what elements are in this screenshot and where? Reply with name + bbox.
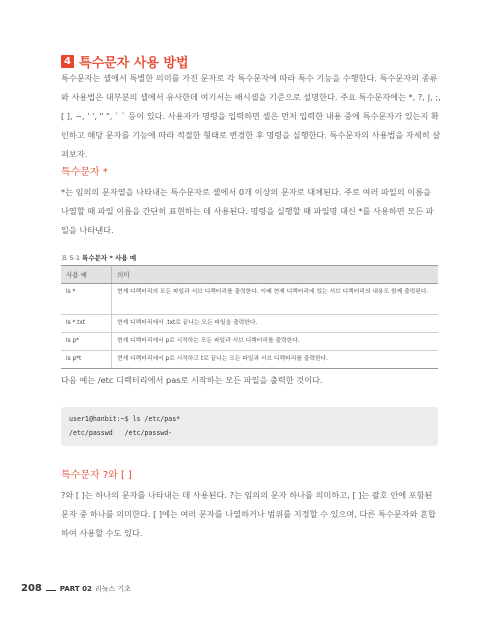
table-caption-title: 특수문자 * 사용 예 [82, 254, 137, 262]
page-footer [21, 583, 131, 594]
asterisk-usage-table [61, 265, 438, 369]
page-number: 208 [21, 583, 42, 594]
table-cell-example: ls p*t [61, 351, 112, 369]
table-cell-meaning: 현재 디렉터리의 모든 파일과 서브 디렉터리를 출력한다. 이때 현재 디렉터리에 있는 서브 디렉터리의 내용도 함께 출력된다. [112, 284, 439, 315]
table-cell-example: ls p* [61, 333, 112, 351]
table-row [61, 351, 438, 369]
table-cell-meaning: 현재 디렉터리에서 .txt로 끝나는 모든 파일을 출력한다. [112, 315, 439, 333]
asterisk-paragraph: *는 임의의 문자열을 나타내는 특수문자로 셸에서 0개 이상의 문자로 대체된다. 주로 여러 파일의 이름을 나열할 때 파일 이름을 간단히 표현하는 데 사용된다. 명령을 실행할 때 파일명 대신 *를 사용하면 모든 파일을 나타낸다. [61, 187, 434, 235]
intro-paragraph: 특수문자는 셸에서 특별한 의미를 가진 문자로 각 특수문자에 따라 특수 기능을 수행한다. 특수문자의 종류와 사용법은 대부분의 셸에서 유사한데 여기서는 배시셸을 기준으로 설명한다. 주요 특수문자에는 *, ?, |, ;, [ ], ~, ' ', " ", ` ` 등이 있다. 사용자가 명령을 입력하면 셸은 먼저 입력한 내용 중에 특수문자가 있는지 확인하고 해당 문자를 기능에 따라 적절한 형태로 변경한 후 명령을 실행한다. 특수문자의 사용법을 자세히 살펴보자. [61, 73, 441, 159]
question-bracket-paragraph: ?와 [ ]는 하나의 문자를 나타내는 데 사용된다. ?는 임의의 문자 하나를 의미하고, [ ]는 괄호 안에 포함된 문자 중 하나를 의미한다. [ ]에는 여러 문자를 나열하거나 범위를 지정할 수 있으며, 다른 특수문자와 혼합하여 사용할 수도 있다. [61, 490, 436, 538]
table-row [61, 315, 438, 333]
table-header-row [61, 266, 438, 284]
table-cell-example: ls *.txt [61, 315, 112, 333]
section-number-badge: 4 [61, 55, 74, 68]
example-intro-text: 다음 예는 /etc 디렉터리에서 pas로 시작하는 모든 파일을 출력한 것이다. [61, 375, 323, 385]
table-header-example: 사용 예 [61, 266, 112, 284]
question-bracket-heading: 특수문자 ?와 [ ] [61, 470, 132, 481]
footer-divider [46, 590, 56, 591]
code-line-command: user1@hanbit:~$ ls /etc/pas* [69, 415, 181, 423]
section-title: 특수문자 사용 방법 [79, 56, 189, 71]
footer-part-title: 리눅스 기초 [94, 585, 131, 593]
table-cell-meaning: 현재 디렉터리에서 p로 시작하고 t로 끝나는 모든 파일과 서브 디렉터리를 출력한다. [112, 351, 439, 369]
table-cell-meaning: 현재 디렉터리에서 p로 시작하는 모든 파일과 서브 디렉터리를 출력한다. [112, 333, 439, 351]
table-caption-number: 표 5-1 [61, 254, 80, 262]
table-row [61, 333, 438, 351]
footer-part-label: PART 02 [59, 585, 92, 593]
code-line-output: /etc/passwd /etc/passwd- [69, 429, 173, 437]
table-caption [61, 253, 136, 262]
table-header-meaning: 의미 [112, 266, 439, 284]
code-example-box [61, 407, 438, 446]
asterisk-heading: 특수문자 * [61, 167, 108, 178]
table-cell-example: ls * [61, 284, 112, 315]
table-row [61, 284, 438, 315]
